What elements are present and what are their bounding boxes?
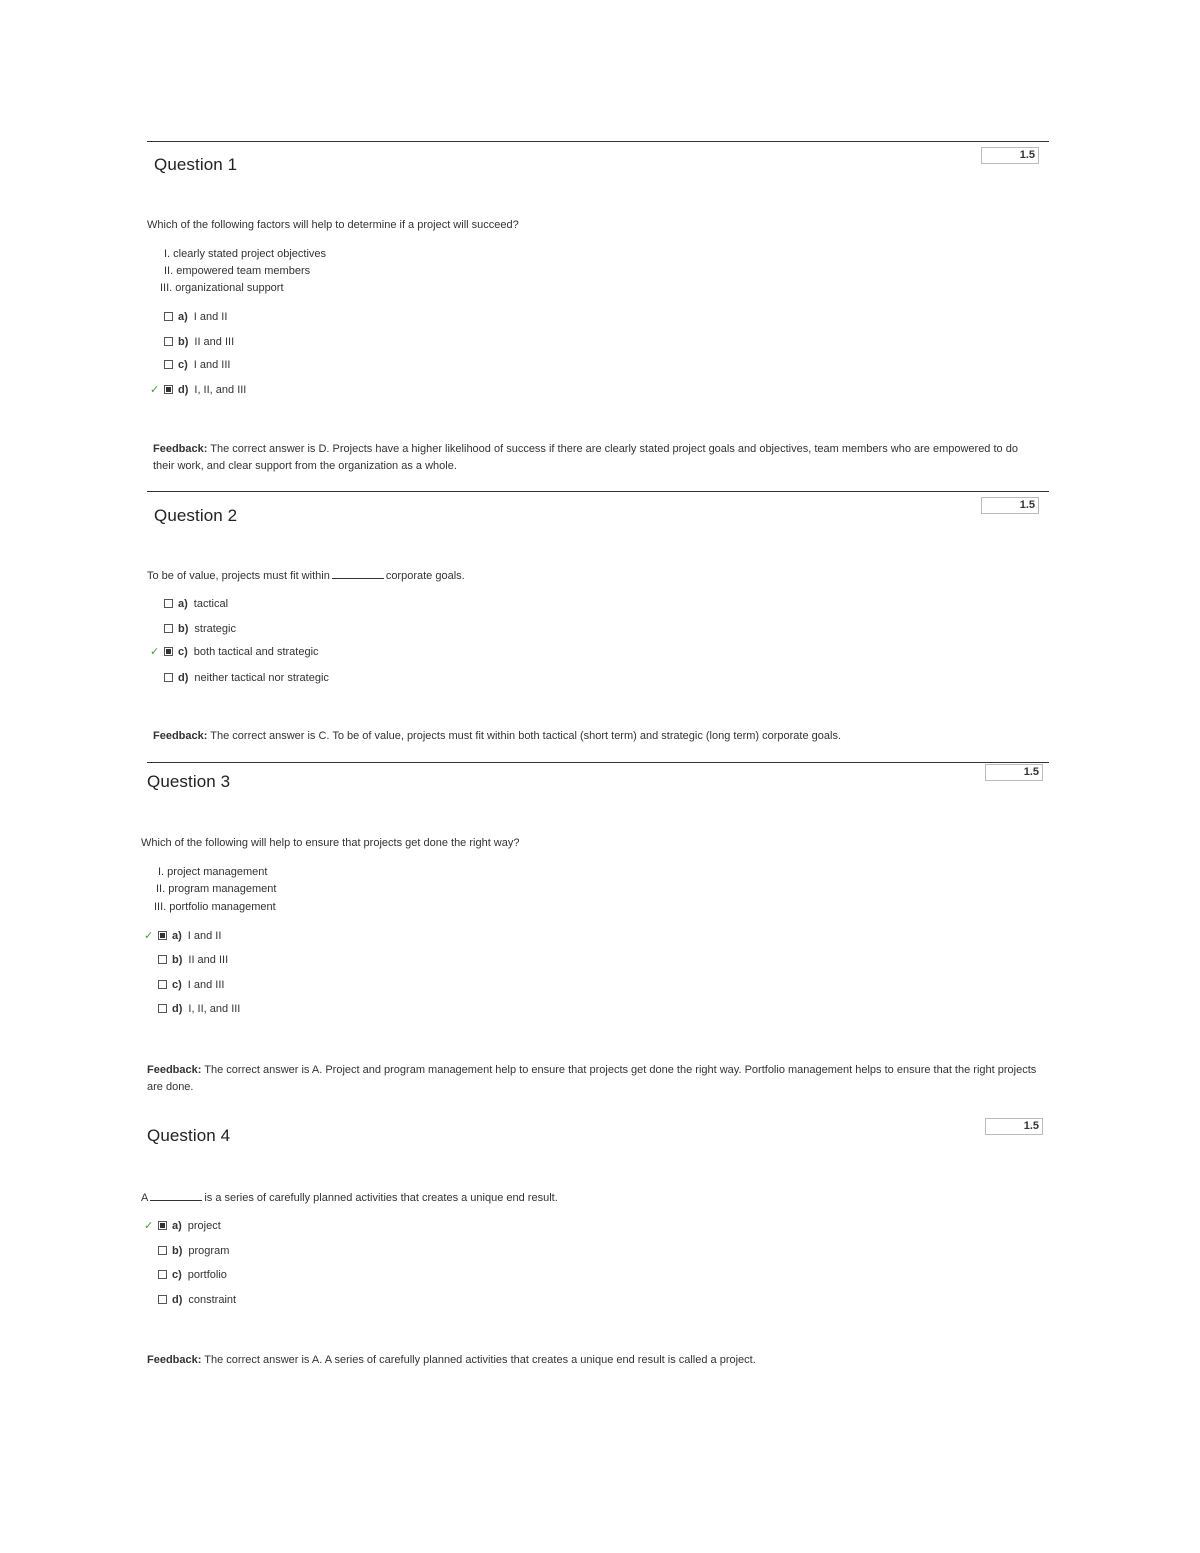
score-box: 1.5 (981, 497, 1039, 514)
prompt-text: is a series of carefully planned activities that creates a unique end result. (204, 1192, 558, 1204)
prompt-text: A (141, 1192, 149, 1204)
checkbox-icon[interactable] (158, 1004, 167, 1013)
option-letter: c) (178, 359, 188, 371)
statement: I. project management (158, 866, 268, 878)
question-divider (147, 762, 1049, 763)
question-divider (147, 141, 1049, 142)
question-title: Question 1 (154, 155, 238, 174)
option-letter: b) (172, 1245, 183, 1257)
answer-option-c[interactable] (158, 1268, 227, 1282)
statement: II. program management (156, 883, 277, 895)
option-letter: a) (178, 598, 188, 610)
correct-check-icon: ✓ (144, 1220, 154, 1232)
question-divider (147, 491, 1049, 492)
prompt-text: corporate goals. (385, 570, 465, 582)
checkbox-icon[interactable] (158, 1295, 167, 1304)
option-text: I and III (193, 359, 231, 371)
checkbox-icon[interactable] (158, 980, 167, 989)
statement: III. organizational support (160, 282, 284, 294)
correct-check-icon: ✓ (150, 646, 160, 658)
option-letter: a) (172, 1220, 182, 1232)
prompt-text: To be of value, projects must fit within (147, 570, 330, 582)
answer-option-a[interactable] (144, 1219, 221, 1233)
question-title: Question 3 (147, 772, 231, 791)
score-box: 1.5 (981, 147, 1039, 164)
question-prompt: Which of the following will help to ensure that projects get done the right way? (141, 837, 520, 849)
checkbox-icon[interactable] (158, 1221, 167, 1230)
feedback-label: Feedback: (147, 1064, 202, 1076)
feedback-text: The correct answer is C. To be of value, projects must fit within both tactical (short term) and strategic (long term) corporate goals. (210, 730, 842, 742)
answer-option-b[interactable] (164, 622, 236, 636)
option-letter: c) (172, 979, 182, 991)
feedback-text: The correct answer is A. Project and program management help to ensure that projects get done the right way. Portfolio management helps to ensure that the right projects are done. (147, 1064, 1037, 1093)
feedback-label: Feedback: (153, 443, 208, 455)
question-prompt: Which of the following factors will help to determine if a project will succeed? (147, 219, 519, 231)
feedback (147, 1352, 1042, 1369)
answer-option-a[interactable] (164, 310, 227, 324)
answer-option-d[interactable] (164, 671, 329, 685)
option-letter: a) (172, 930, 182, 942)
feedback (153, 441, 1038, 475)
correct-check-icon: ✓ (144, 930, 154, 942)
score-box: 1.5 (985, 764, 1043, 781)
checkbox-icon[interactable] (164, 647, 173, 656)
question-prompt (141, 1191, 558, 1204)
answer-option-c[interactable] (164, 358, 230, 372)
checkbox-icon[interactable] (158, 1270, 167, 1279)
answer-option-b[interactable] (164, 335, 234, 349)
option-letter: d) (178, 384, 189, 396)
answer-option-d[interactable] (150, 383, 247, 397)
answer-option-b[interactable] (158, 1244, 229, 1258)
option-letter: b) (178, 336, 189, 348)
statement: II. empowered team members (164, 265, 311, 277)
option-text: II and III (188, 954, 229, 966)
option-text: I and II (193, 311, 228, 323)
checkbox-icon[interactable] (164, 337, 173, 346)
option-letter: b) (172, 954, 183, 966)
option-text: neither tactical nor strategic (194, 672, 329, 684)
option-text: portfolio (187, 1269, 227, 1281)
option-text: program (188, 1245, 230, 1257)
statement: III. portfolio management (154, 901, 276, 913)
answer-option-a[interactable] (144, 929, 222, 943)
option-letter: d) (172, 1003, 183, 1015)
feedback-label: Feedback: (153, 730, 208, 742)
feedback (147, 1062, 1042, 1096)
option-text: I and III (187, 979, 225, 991)
option-letter: c) (172, 1269, 182, 1281)
answer-option-d[interactable] (158, 1293, 236, 1307)
checkbox-icon[interactable] (164, 385, 173, 394)
option-letter: b) (178, 623, 189, 635)
checkbox-icon[interactable] (164, 312, 173, 321)
option-letter: c) (178, 646, 188, 658)
fill-in-blank (150, 1191, 202, 1201)
question-title: Question 4 (147, 1126, 231, 1145)
answer-option-d[interactable] (158, 1002, 240, 1016)
statement: I. clearly stated project objectives (164, 248, 327, 260)
option-letter: d) (178, 672, 189, 684)
question-title: Question 2 (154, 506, 238, 525)
fill-in-blank (332, 569, 384, 579)
answer-option-c[interactable] (158, 978, 224, 992)
option-text: tactical (193, 598, 229, 610)
option-text: II and III (194, 336, 235, 348)
feedback-text: The correct answer is A. A series of carefully planned activities that creates a unique end result is called a project. (204, 1354, 756, 1366)
option-text: project (187, 1220, 221, 1232)
checkbox-icon[interactable] (164, 624, 173, 633)
checkbox-icon[interactable] (164, 360, 173, 369)
option-text: I, II, and III (188, 1003, 241, 1015)
correct-check-icon: ✓ (150, 384, 160, 396)
option-text: both tactical and strategic (193, 646, 319, 658)
score-box: 1.5 (985, 1118, 1043, 1135)
question-prompt (147, 569, 465, 582)
answer-option-c[interactable] (150, 645, 319, 659)
feedback-text: The correct answer is D. Projects have a higher likelihood of success if there are clearly stated project goals and objectives, team members who are empowered to do their work, and clear support from the organization as a whole. (153, 443, 1018, 472)
answer-option-b[interactable] (158, 953, 228, 967)
option-text: strategic (194, 623, 236, 635)
feedback-label: Feedback: (147, 1354, 202, 1366)
option-text: constraint (188, 1294, 237, 1306)
answer-option-a[interactable] (164, 597, 228, 611)
feedback (153, 728, 1038, 745)
option-text: I and II (187, 930, 222, 942)
option-letter: d) (172, 1294, 183, 1306)
option-text: I, II, and III (194, 384, 247, 396)
checkbox-icon[interactable] (158, 931, 167, 940)
checkbox-icon[interactable] (164, 599, 173, 608)
checkbox-icon[interactable] (164, 673, 173, 682)
checkbox-icon[interactable] (158, 955, 167, 964)
checkbox-icon[interactable] (158, 1246, 167, 1255)
option-letter: a) (178, 311, 188, 323)
